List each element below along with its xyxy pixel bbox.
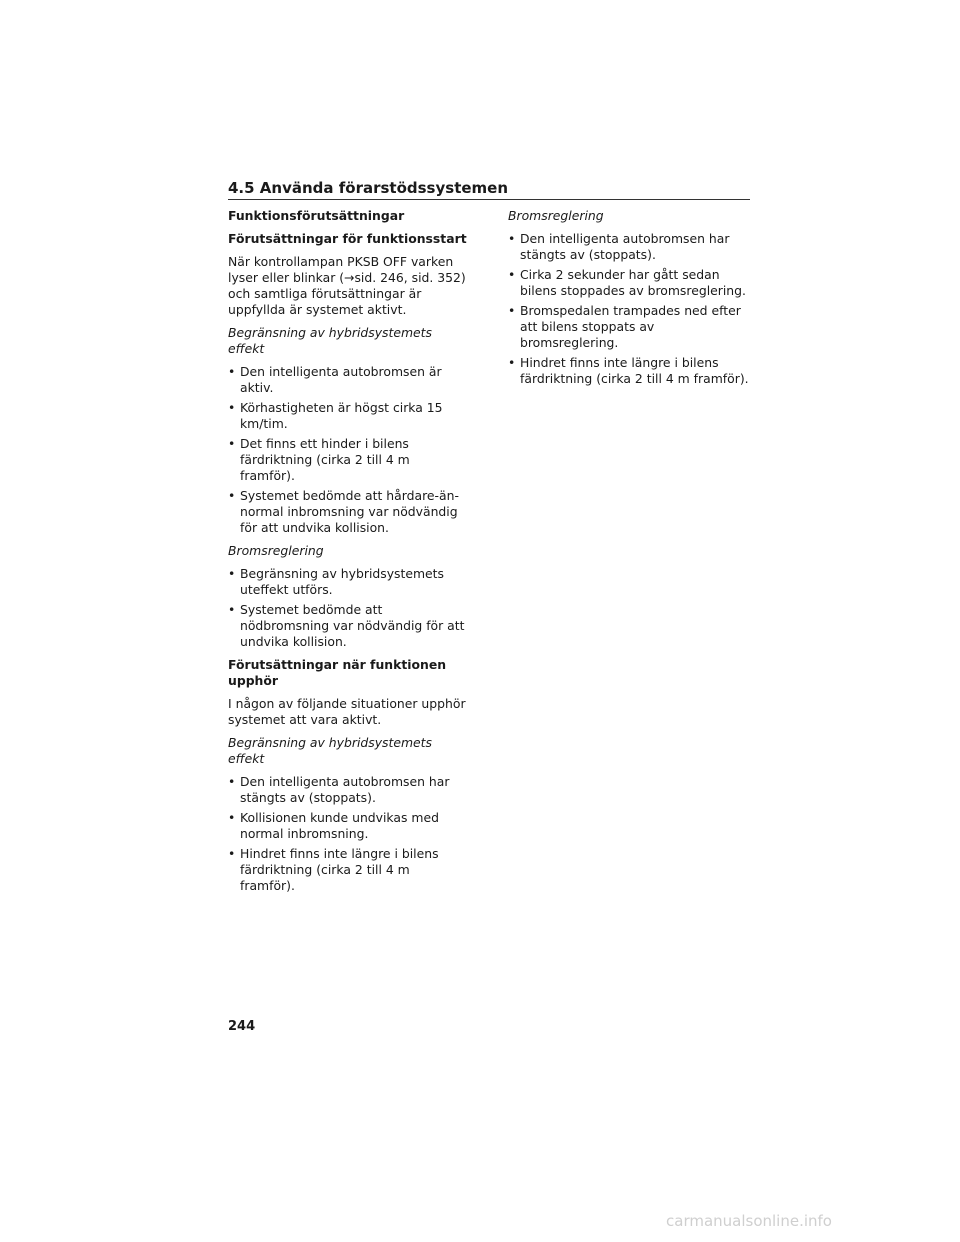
list-item: • Hindret finns inte längre i bilens färdriktning (cirka 2 till 4 m framför). [508,355,752,387]
section-title: 4.5 Använda förarstödssystemen [228,179,509,197]
section-header [228,178,750,200]
heading-start-conditions: Förutsättningar för funktionsstart [228,231,467,246]
list-item: • Systemet bedömde att nödbromsning var nödvändig för att undvika kollision. [228,602,468,650]
page-number: 244 [228,1019,256,1034]
list-item: • Bromspedalen trampades ned efter att bilens stoppats av bromsreglering. [508,303,752,351]
list-item: • Den intelligenta autobromsen är aktiv. [228,364,468,396]
left-column [228,208,468,901]
subheading-brake-control: Bromsreglering [228,543,324,558]
list-item: • Körhastigheten är högst cirka 15 km/tim. [228,400,468,432]
list-item: • Den intelligenta autobromsen har stängts av (stoppats). [228,774,468,806]
header-divider [228,199,750,200]
list-item: • Cirka 2 sekunder har gått sedan bilens stoppades av bromsreglering. [508,267,752,299]
start-conditions-power-list [228,364,468,536]
list-item: • Kollisionen kunde undvikas med normal inbromsning. [228,810,468,842]
watermark: carmanualsonline.info [666,1212,832,1230]
list-item: • Begränsning av hybridsystemets uteffekt utförs. [228,566,468,598]
subheading-power-limit-end: Begränsning av hybridsystemets effekt [228,735,432,766]
heading-end-conditions: Förutsättningar när funktionen upphör [228,657,447,688]
paragraph-activation: När kontrollampan PKSB OFF varken lyser eller blinkar (→sid. 246, sid. 352) och samtliga förutsättningar är uppfyllda är systemet aktivt. [228,254,466,317]
list-item: • Den intelligenta autobromsen har stängts av (stoppats). [508,231,752,263]
subheading-power-limit: Begränsning av hybridsystemets effekt [228,325,432,356]
subheading-brake-control-end: Bromsreglering [508,208,604,223]
end-conditions-power-list [228,774,468,894]
list-item: • Det finns ett hinder i bilens färdriktning (cirka 2 till 4 m framför). [228,436,468,484]
start-conditions-brake-list [228,566,468,650]
list-item: • Hindret finns inte längre i bilens färdriktning (cirka 2 till 4 m framför). [228,846,468,894]
list-item: • Systemet bedömde att hårdare-än-normal inbromsning var nödvändig för att undvika kollision. [228,488,468,536]
heading-functional-conditions: Funktionsförutsättningar [228,208,405,223]
right-column [508,208,752,394]
paragraph-deactivation: I någon av följande situationer upphör systemet att vara aktivt. [228,696,466,727]
end-conditions-brake-list [508,231,752,387]
